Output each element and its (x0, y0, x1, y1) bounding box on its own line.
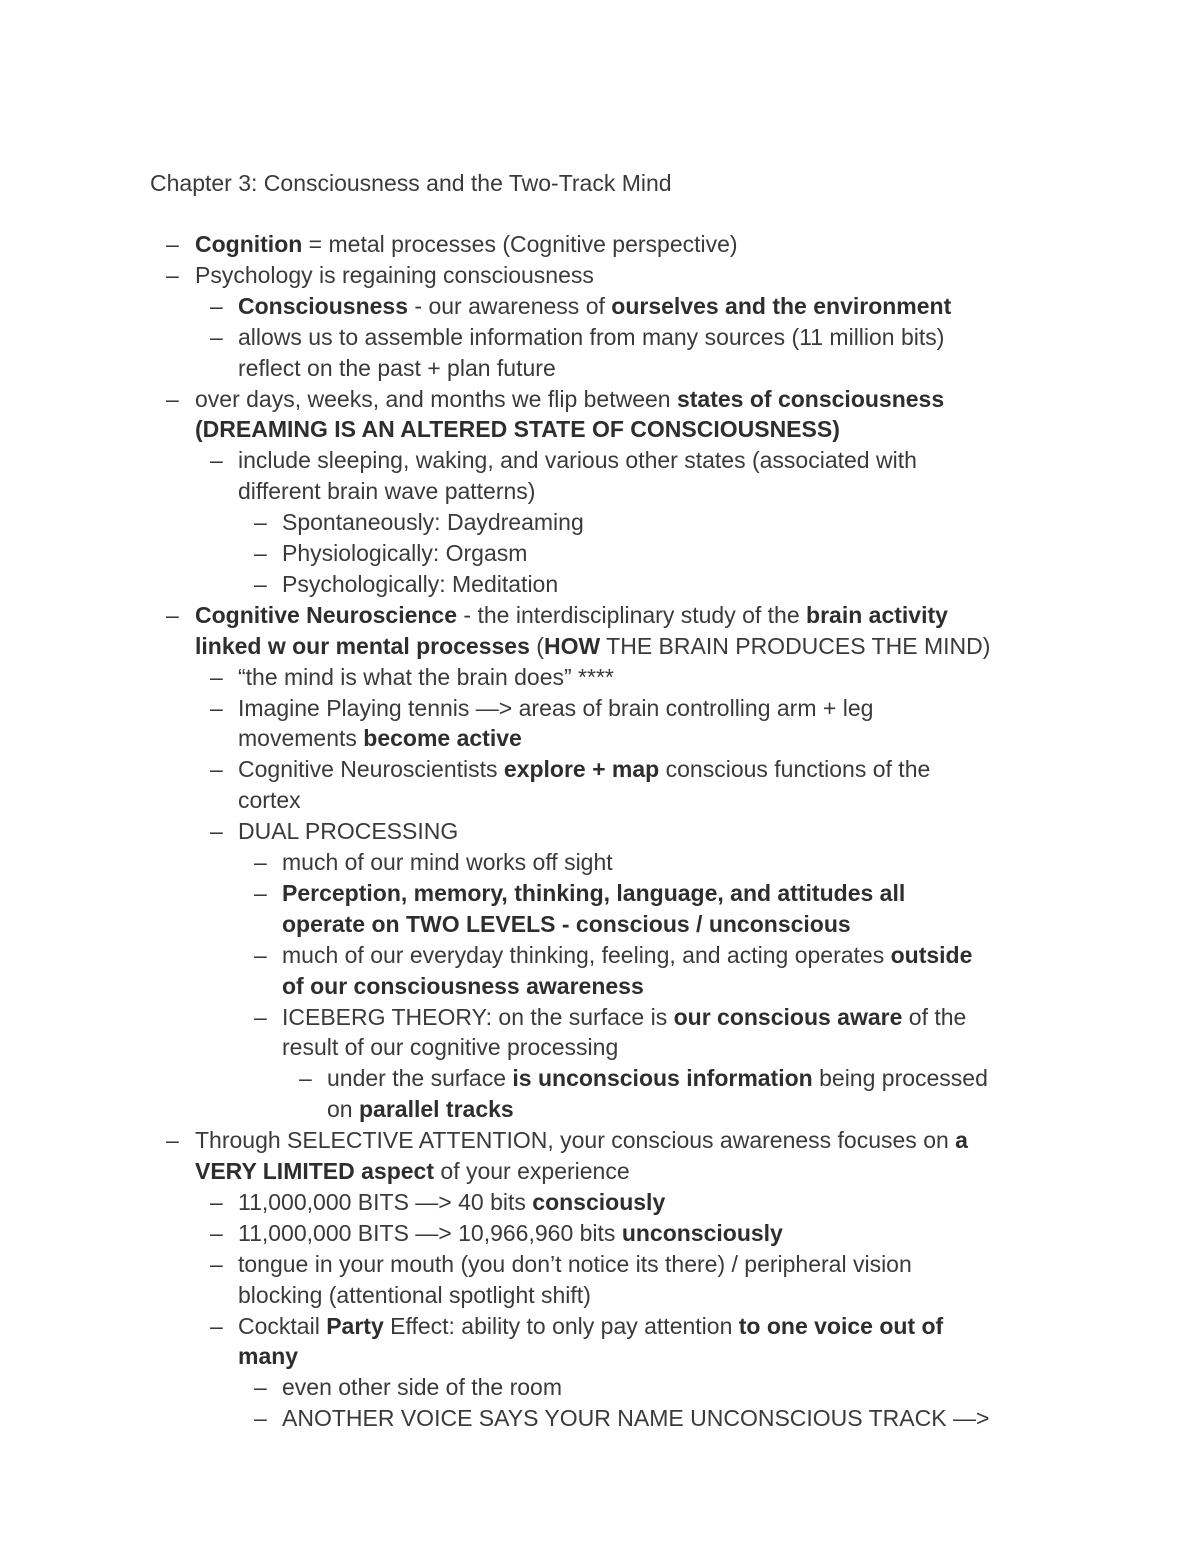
list-item-text (238, 816, 458, 847)
list-item (0, 384, 1200, 415)
text-segment: much of our mind works off sight (282, 849, 613, 875)
list-item-text (195, 1156, 630, 1187)
text-segment: Physiologically: Orgasm (282, 540, 528, 566)
text-segment: much of our everyday thinking, feeling, and acting operates (282, 941, 891, 968)
text-segment: allows us to assemble information from many sources (11 million bits) (238, 323, 945, 350)
text-segment: Psychology is regaining consciousness (195, 261, 594, 288)
text-segment: ANOTHER VOICE SAYS YOUR NAME UNCONSCIOUS TRACK —> (282, 1405, 990, 1432)
text-segment: include sleeping, waking, and various other states (associated with (238, 447, 917, 474)
list-item (0, 909, 1200, 940)
list-bullet-dash: – (210, 447, 223, 474)
list-bullet-dash: – (166, 261, 179, 288)
bold-text: operate on TWO LEVELS - conscious / unconscious (282, 910, 851, 937)
list-item-text (282, 1403, 989, 1434)
list-item-text (195, 600, 948, 631)
list-item-text (238, 1341, 298, 1372)
list-item-text (282, 1002, 966, 1033)
text-segment: tongue in your mouth (you don’t notice its there) / peripheral vision (238, 1250, 912, 1277)
list-bullet-dash: – (166, 231, 179, 257)
list-item (0, 1311, 1200, 1342)
bold-text: explore + map (503, 756, 660, 783)
bold-text: is unconscious information (512, 1065, 813, 1092)
list-bullet-dash: – (254, 1405, 267, 1432)
text-segment: 11,000,000 BITS —> 10,966,960 bits (238, 1219, 622, 1246)
text-segment: of the (902, 1003, 967, 1030)
list-item (0, 229, 1200, 260)
list-item (0, 353, 1200, 384)
list-bullet-dash: – (210, 292, 223, 319)
list-bullet-dash: – (254, 941, 267, 968)
list-item-text (282, 940, 972, 971)
text-segment: movements (238, 725, 364, 752)
list-bullet-dash: – (210, 694, 223, 721)
bold-text: a (955, 1127, 968, 1154)
list-item (0, 1372, 1200, 1403)
text-segment: Imagine Playing tennis —> areas of brain controlling arm + leg (238, 694, 874, 721)
list-item-text (282, 971, 644, 1002)
list-item (0, 816, 1200, 847)
text-segment: Psychologically: Meditation (282, 570, 559, 597)
text-segment: - the interdisciplinary study of the (457, 601, 807, 628)
list-item (0, 723, 1200, 754)
list-bullet-dash: – (210, 1312, 223, 1339)
list-bullet-dash: – (166, 601, 179, 628)
bold-text: outside (890, 941, 973, 968)
bold-text: parallel tracks (358, 1096, 514, 1123)
text-segment: cortex (238, 787, 301, 814)
text-segment: ( (529, 632, 544, 659)
text-segment: of your experience (434, 1158, 630, 1184)
bold-text: become active (363, 725, 522, 752)
list-item-text (238, 754, 930, 785)
bold-text: our conscious aware (673, 1003, 903, 1030)
list-item-text (282, 1032, 618, 1063)
bold-text: (DREAMING IS AN ALTERED STATE OF CONSCIOUSNESS) (195, 416, 840, 443)
list-bullet-dash: – (210, 1250, 223, 1277)
list-item-text (282, 569, 558, 600)
list-item (0, 1094, 1200, 1125)
list-item (0, 414, 1200, 445)
list-bullet-dash: – (299, 1065, 312, 1092)
text-segment: Cognitive Neuroscientists (238, 756, 504, 783)
list-item (0, 1249, 1200, 1280)
text-segment: “the mind is what the brain does” **** (238, 663, 614, 690)
bold-text: states of consciousness (676, 385, 945, 412)
list-item (0, 1280, 1200, 1311)
bold-text: Party (326, 1312, 384, 1339)
list-item-text (195, 229, 738, 260)
list-item-text (238, 1187, 665, 1218)
list-item (0, 538, 1200, 569)
list-item-text (238, 476, 535, 507)
list-item (0, 1002, 1200, 1033)
text-segment: different brain wave patterns) (238, 478, 536, 505)
list-item (0, 1187, 1200, 1218)
list-item-text (282, 878, 905, 909)
list-item (0, 507, 1200, 538)
text-segment: Through SELECTIVE ATTENTION, your conscious awareness focuses on (195, 1127, 956, 1154)
text-segment: Cocktail (238, 1312, 327, 1339)
bold-text: consciously (532, 1188, 666, 1215)
text-segment: = metal processes (Cognitive perspective) (302, 231, 738, 257)
text-segment: Effect: ability to only pay attention (383, 1312, 739, 1339)
text-segment: THE BRAIN PRODUCES THE MIND) (600, 632, 991, 659)
list-item-text (195, 1125, 968, 1156)
text-segment: conscious functions of the (659, 756, 931, 783)
list-item-text (238, 1280, 591, 1311)
list-bullet-dash: – (210, 818, 223, 845)
bold-text: Perception, memory, thinking, language, and attitudes all (282, 879, 906, 906)
list-bullet-dash: – (254, 1003, 267, 1030)
list-bullet-dash: – (166, 1127, 179, 1154)
list-item-text (238, 322, 944, 353)
list-item (0, 322, 1200, 353)
bold-text: brain activity (806, 601, 948, 628)
list-item (0, 260, 1200, 291)
text-segment: even other side of the room (282, 1374, 562, 1401)
list-item-text (238, 291, 951, 322)
list-item (0, 1125, 1200, 1156)
text-segment: over days, weeks, and months we flip between (195, 385, 677, 412)
bold-text: many (238, 1343, 299, 1370)
list-item-text (195, 414, 840, 445)
text-segment: DUAL PROCESSING (238, 818, 459, 845)
text-segment: 11,000,000 BITS —> 40 bits (238, 1188, 533, 1215)
list-item (0, 445, 1200, 476)
list-item (0, 1032, 1200, 1063)
list-item (0, 1341, 1200, 1372)
list-item-text (282, 507, 584, 538)
list-item (0, 940, 1200, 971)
list-item-text (282, 538, 527, 569)
list-item-text (195, 384, 944, 415)
list-item (0, 847, 1200, 878)
list-item (0, 631, 1200, 662)
list-item (0, 662, 1200, 693)
text-segment: being processed (812, 1065, 988, 1092)
list-bullet-dash: – (210, 1219, 223, 1246)
page-title: Chapter 3: Consciousness and the Two-Track Mind (150, 170, 672, 196)
list-item (0, 569, 1200, 600)
list-bullet-dash: – (254, 570, 267, 597)
list-bullet-dash: – (210, 323, 223, 350)
list-item-text (282, 1372, 562, 1403)
list-bullet-dash: – (210, 1188, 223, 1215)
bold-text: Cognition (195, 231, 303, 257)
list-item (0, 754, 1200, 785)
list-item-text (238, 1249, 912, 1280)
list-item-text (327, 1094, 514, 1125)
list-item-text (195, 260, 594, 291)
bold-text: Cognitive Neuroscience (195, 601, 458, 628)
list-bullet-dash: – (254, 879, 267, 906)
list-item (0, 476, 1200, 507)
list-bullet-dash: – (254, 509, 267, 536)
bold-text: ourselves and the environment (611, 292, 952, 319)
list-item-text (238, 723, 522, 754)
bold-text: unconsciously (621, 1219, 783, 1246)
text-segment: ICEBERG THEORY: on the surface is (282, 1003, 674, 1030)
list-item (0, 1403, 1200, 1434)
list-bullet-dash: – (254, 540, 267, 566)
list-item-text (238, 1311, 943, 1342)
bold-text: Consciousness (238, 292, 408, 319)
list-item-text (238, 693, 873, 724)
bold-text: linked w our mental processes (195, 632, 530, 659)
bold-text: VERY LIMITED aspect (195, 1158, 435, 1184)
text-segment: on (327, 1096, 359, 1123)
list-item (0, 291, 1200, 322)
list-item-text (238, 662, 614, 693)
list-item (0, 600, 1200, 631)
text-segment: result of our cognitive processing (282, 1034, 619, 1061)
list-item-text (282, 847, 613, 878)
list-item-text (238, 353, 556, 384)
list-item (0, 1218, 1200, 1249)
bold-text: to one voice out of (738, 1312, 944, 1339)
list-bullet-dash: – (210, 663, 223, 690)
text-segment: - our awareness of (408, 292, 612, 319)
list-item-text (282, 909, 851, 940)
list-item-text (238, 445, 917, 476)
text-segment: Spontaneously: Daydreaming (282, 509, 584, 536)
list-bullet-dash: – (210, 756, 223, 783)
list-bullet-dash: – (254, 849, 267, 875)
list-item-text (327, 1063, 988, 1094)
list-item (0, 971, 1200, 1002)
text-segment: blocking (attentional spotlight shift) (238, 1281, 591, 1308)
list-item-text (238, 1218, 783, 1249)
bold-text: HOW (543, 632, 601, 659)
list-item (0, 785, 1200, 816)
text-segment: reflect on the past + plan future (238, 354, 556, 381)
list-item-text (238, 785, 301, 816)
list-item (0, 1156, 1200, 1187)
list-item (0, 693, 1200, 724)
list-item (0, 1063, 1200, 1094)
bold-text: of our consciousness awareness (282, 972, 644, 999)
list-bullet-dash: – (254, 1374, 267, 1401)
list-item (0, 878, 1200, 909)
list-item-text (195, 631, 990, 662)
text-segment: under the surface (327, 1065, 513, 1092)
list-bullet-dash: – (166, 385, 179, 412)
